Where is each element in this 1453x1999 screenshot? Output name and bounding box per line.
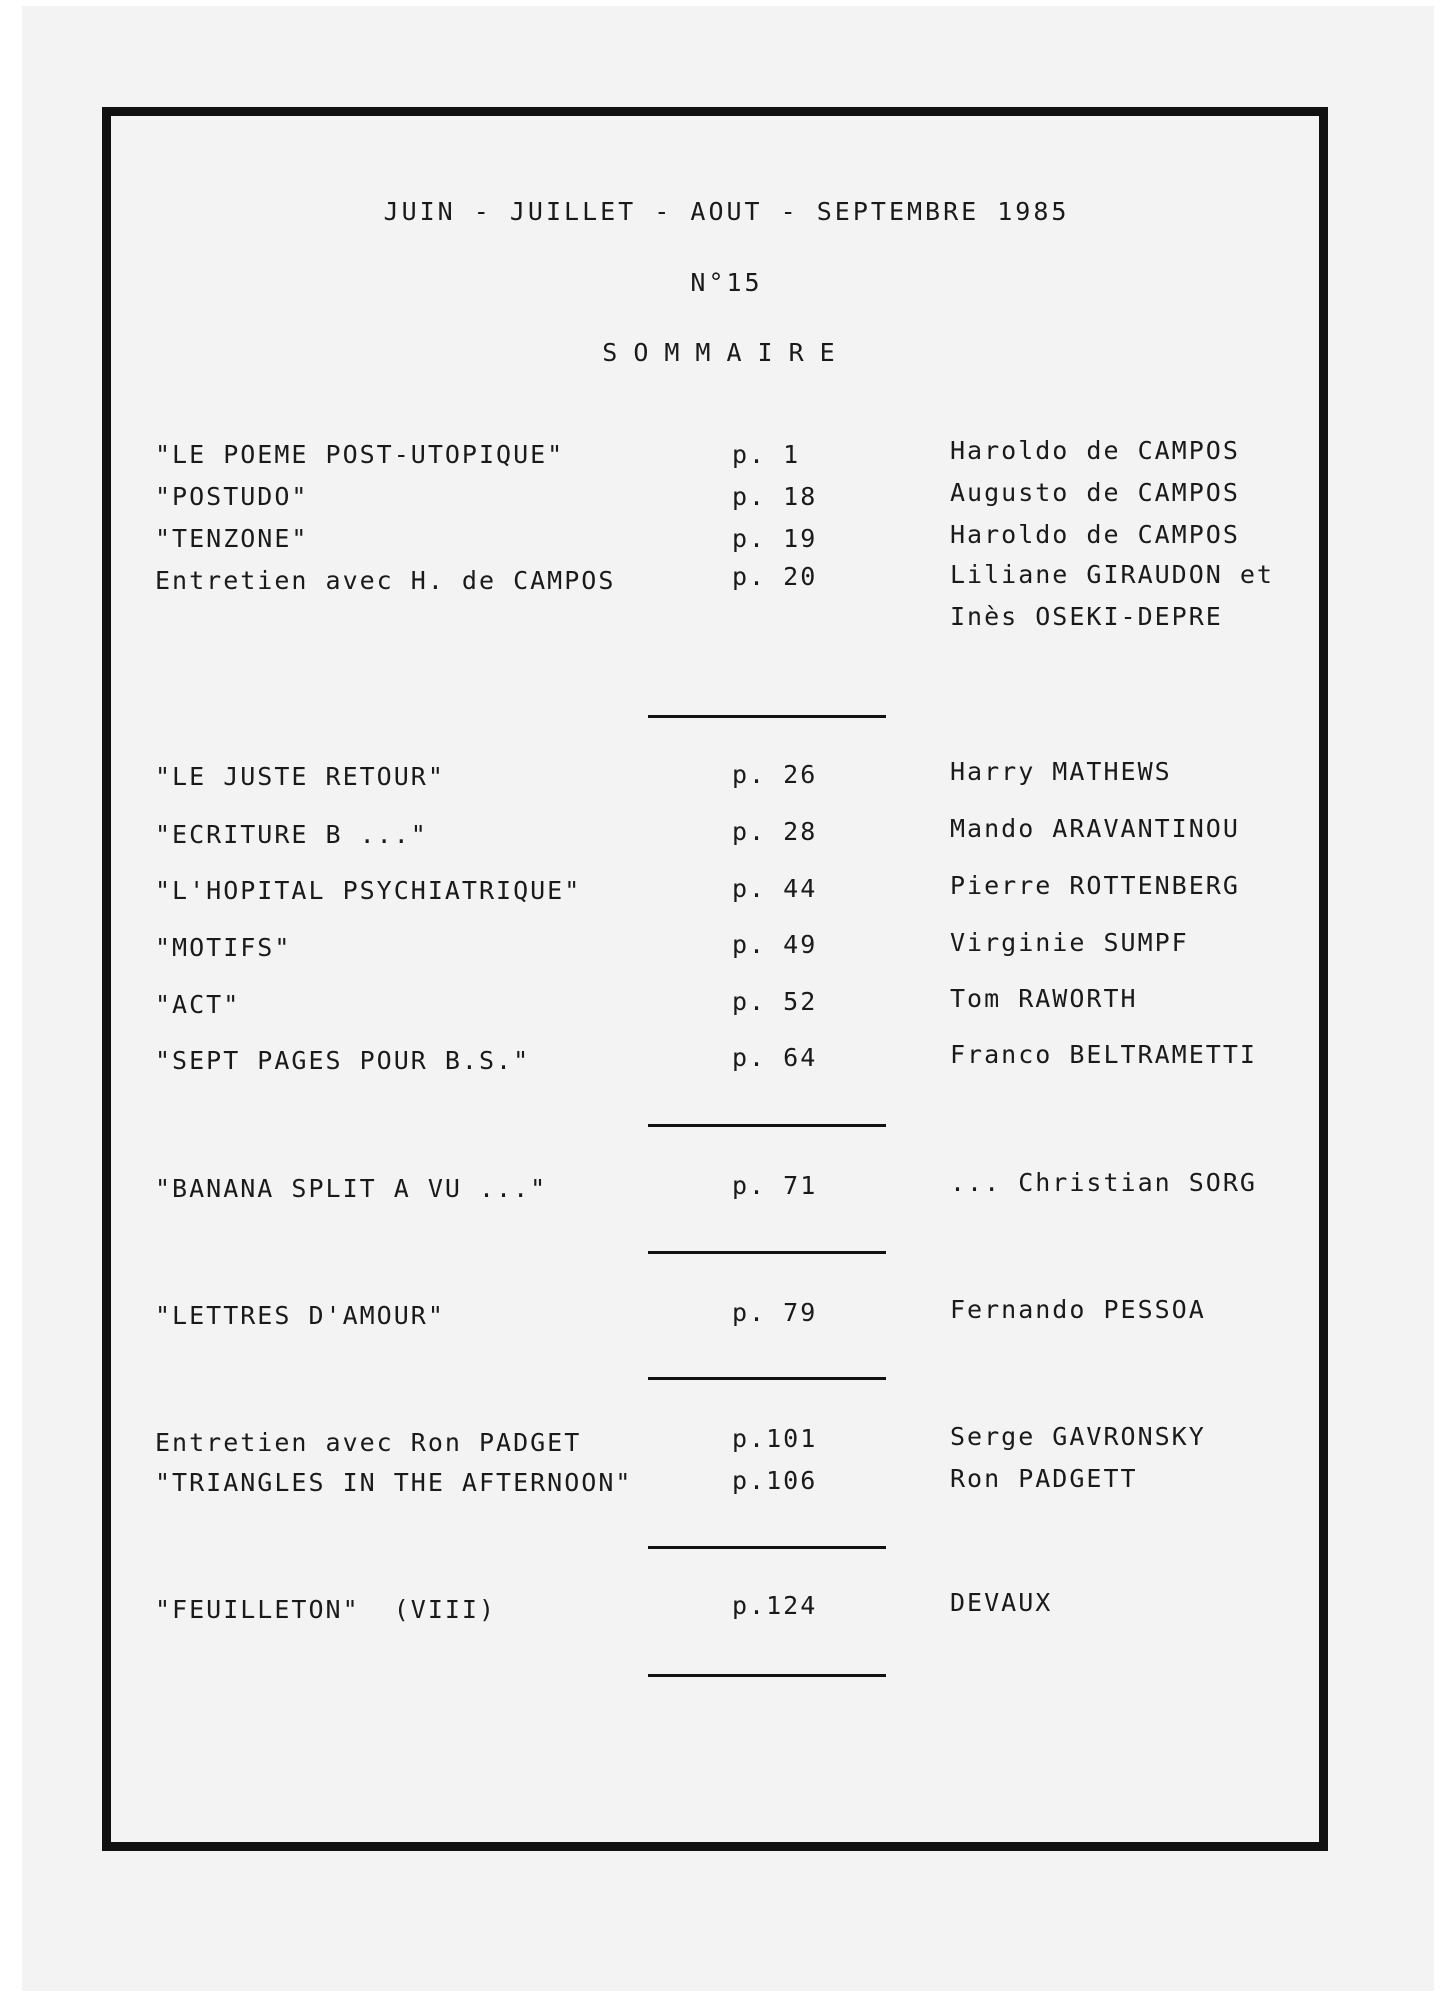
entry-author: ... Christian SORG <box>950 1168 1257 1197</box>
entry-author: Virginie SUMPF <box>950 928 1189 957</box>
entry-page: p.101 <box>732 1424 818 1453</box>
entry-title: "L'HOPITAL PSYCHIATRIQUE" <box>155 876 582 905</box>
entry-title: "BANANA SPLIT A VU ..." <box>155 1174 548 1203</box>
contents-heading: SOMMAIRE <box>602 338 851 367</box>
entry-title: "SEPT PAGES POUR B.S." <box>155 1046 531 1075</box>
entry-author: DEVAUX <box>950 1588 1053 1617</box>
entry-page: p. 49 <box>732 930 818 959</box>
entry-page: p. 52 <box>732 987 818 1016</box>
entry-author: Harry MATHEWS <box>950 757 1172 786</box>
entry-title: Entretien avec Ron PADGET <box>155 1428 582 1457</box>
entry-author: Haroldo de CAMPOS <box>950 520 1240 549</box>
entry-title: "FEUILLETON" (VIII) <box>155 1595 497 1624</box>
entry-page: p. 20 <box>732 562 818 591</box>
entry-title: "TENZONE" <box>155 524 309 553</box>
entry-author: Tom RAWORTH <box>950 984 1138 1013</box>
entry-author: Ron PADGETT <box>950 1464 1138 1493</box>
entry-page: p. 1 <box>732 440 801 469</box>
entry-author: Fernando PESSOA <box>950 1295 1206 1324</box>
entry-page: p. 64 <box>732 1043 818 1072</box>
entry-author: Haroldo de CAMPOS <box>950 436 1240 465</box>
entry-page: p. 44 <box>732 874 818 903</box>
section-divider <box>648 1377 886 1380</box>
entry-title: "ACT" <box>155 990 241 1019</box>
entry-title: "ECRITURE B ..." <box>155 820 428 849</box>
entry-page: p. 79 <box>732 1298 818 1327</box>
entry-page: p. 71 <box>732 1171 818 1200</box>
entry-author: Augusto de CAMPOS <box>950 478 1240 507</box>
section-divider <box>648 1124 886 1127</box>
entry-title: Entretien avec H. de CAMPOS <box>155 566 616 595</box>
issue-dates: JUIN - JUILLET - AOUT - SEPTEMBRE 1985 <box>383 197 1070 226</box>
issue-number: N°15 <box>690 268 763 297</box>
entry-title: "TRIANGLES IN THE AFTERNOON" <box>155 1468 633 1497</box>
entry-page: p.106 <box>732 1466 818 1495</box>
entry-author-continued: Inès OSEKI-DEPRE <box>950 602 1223 631</box>
page-border-frame <box>102 107 1328 1851</box>
section-divider <box>648 1546 886 1549</box>
entry-title: "LETTRES D'AMOUR" <box>155 1301 445 1330</box>
entry-page: p. 28 <box>732 817 818 846</box>
entry-title: "POSTUDO" <box>155 482 309 511</box>
entry-title: "LE POEME POST-UTOPIQUE" <box>155 440 565 469</box>
entry-title: "LE JUSTE RETOUR" <box>155 762 445 791</box>
section-divider <box>648 1251 886 1254</box>
entry-title: "MOTIFS" <box>155 933 292 962</box>
entry-page: p. 18 <box>732 482 818 511</box>
entry-author: Pierre ROTTENBERG <box>950 871 1240 900</box>
entry-author: Franco BELTRAMETTI <box>950 1040 1257 1069</box>
section-divider <box>648 1674 886 1677</box>
entry-author: Serge GAVRONSKY <box>950 1422 1206 1451</box>
section-divider <box>648 715 886 718</box>
entry-page: p.124 <box>732 1591 818 1620</box>
entry-author: Mando ARAVANTINOU <box>950 814 1240 843</box>
entry-author: Liliane GIRAUDON et <box>950 560 1274 589</box>
entry-page: p. 19 <box>732 524 818 553</box>
entry-page: p. 26 <box>732 760 818 789</box>
